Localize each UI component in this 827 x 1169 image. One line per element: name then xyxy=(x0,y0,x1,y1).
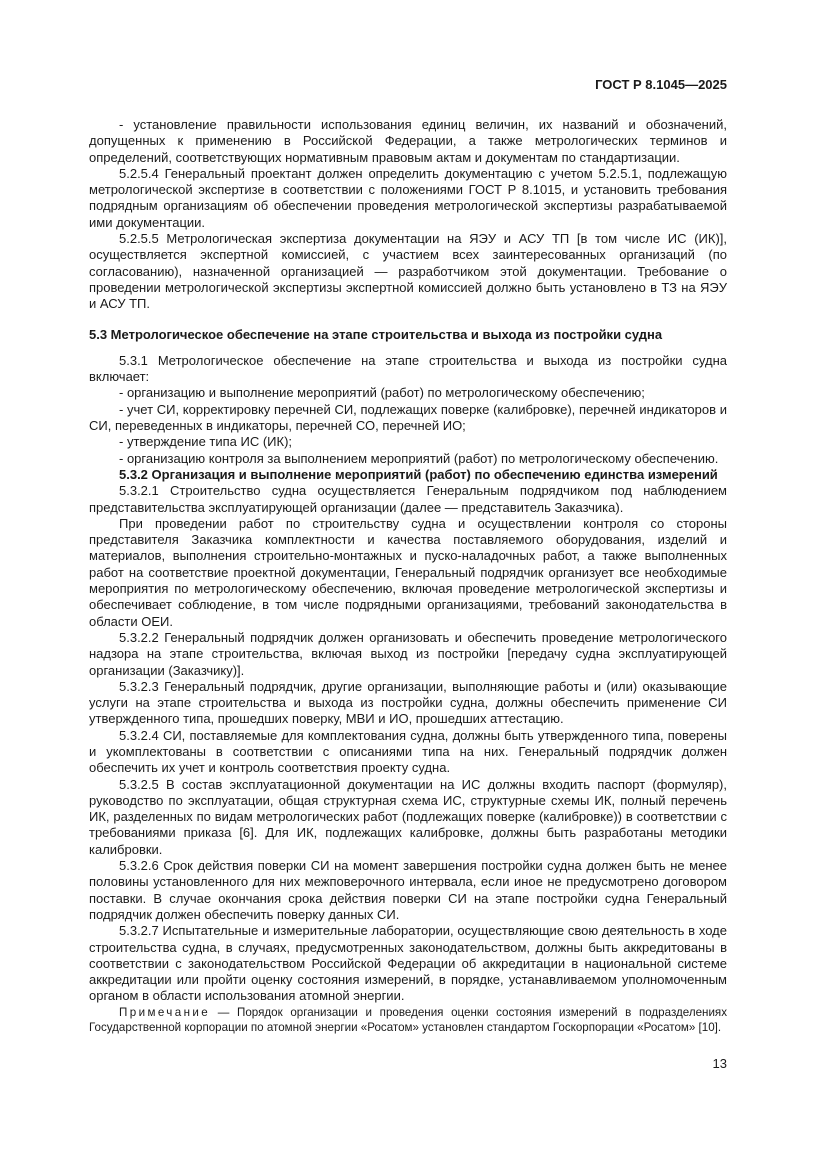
paragraph: 5.3.2.5 В состав эксплуатационной документации на ИС должны входить паспорт (формуляр), руководство по эксплуатации, общая структурная схема ИС, структурные схемы ИК, полный перечень ИК, разделенных по видам метрологических работ (подлежащих поверке (калибровке)) в соответствии с требованиями приказа [6]. Для ИК, подлежащих калибровке, должны быть разработаны методики калибровки. xyxy=(89,776,727,857)
paragraph: - установление правильности использования единиц величин, их названий и обозначений, допущенных к применению в Российской Федерации, а также метрологических терминов и определений, соответствующих нормативным правовым актам и документам по стандартизации. xyxy=(89,117,727,165)
list-item: - организацию контроля за выполнением мероприятий (работ) по метрологическому обеспечению. xyxy=(119,450,719,466)
paragraph: 5.3.2.3 Генеральный подрядчик, другие организации, выполняющие работы и (или) оказывающие услуги на этапе строительства и выхода из постройки судна, должны обеспечить применение СИ утвержденного типа, прошедших поверку, МВИ и ИО, прошедших аттестацию. xyxy=(89,678,727,727)
paragraph: 5.3.1 Метрологическое обеспечение на этапе строительства и выхода из постройки судна включает: xyxy=(89,352,727,385)
paragraph: 5.3.2.1 Строительство судна осуществляется Генеральным подрядчиком под наблюдением представительства эксплуатирующей организации (далее — представитель Заказчика). xyxy=(89,483,727,515)
list-item: - учет СИ, корректировку перечней СИ, подлежащих поверке (калибровке), перечней индикаторов и СИ, переведенных в индикаторы, перечней СО, перечней ИО; xyxy=(89,401,727,434)
paragraph: 5.3.2.6 Срок действия поверки СИ на момент завершения постройки судна должен быть не менее половины установленного для них межповерочного интервала, если иное не предусмотрено договором поставки. В случае окончания срока действия поверки СИ на этапе постройки судна Генеральный подрядчик должен обеспечить поверку данных СИ. xyxy=(89,858,727,922)
list-item: - организацию и выполнение мероприятий (работ) по метрологическому обеспечению; xyxy=(119,385,645,401)
document-header: ГОСТ Р 8.1045—2025 xyxy=(595,77,727,92)
paragraph: 5.2.5.4 Генеральный проектант должен определить документацию с учетом 5.2.5.1, подлежащую метрологической экспертизе в соответствии с положениями ГОСТ Р 8.1015, и установить требования подрядным организациям об обеспечении проведения метрологической экспертизы разрабатываемой ими документации. xyxy=(89,165,727,230)
list-item: - утверждение типа ИС (ИК); xyxy=(119,434,293,450)
paragraph: 5.3.2.2 Генеральный подрядчик должен организовать и обеспечить проведение метрологического надзора на этапе строительства, включая выход из постройки [передачу судна эксплуатирующей организации (Заказчику)]. xyxy=(89,629,727,678)
note-text: — Порядок организации и проведения оценки состояния измерений в подразделениях Государственной корпорации по атомной энергии «Росатом» установлен стандартом Госкорпорации «Росатом» [10]. xyxy=(89,1005,727,1035)
document-body xyxy=(89,117,727,1036)
note xyxy=(89,1005,727,1036)
paragraph: 5.3.2.7 Испытательные и измерительные лаборатории, осуществляющие свою деятельность в ходе строительства судна, в случаях, предусмотренных законодательством, должны быть аккредитованы в соответствии с законодательством Российской Федерации об аккредитации в национальной системе аккредитации или пройти оценку состояния измерений, в порядке, устанавливаемом уполномоченным органом в области использования атомной энергии. xyxy=(89,923,727,1004)
page-number: 13 xyxy=(712,1056,727,1071)
paragraph: При проведении работ по строительству судна и осуществлении контроля со стороны представителя Заказчика комплектности и качества поставляемого оборудования, изделий и материалов, выполнения строительно-монтажных и пуско-наладочных работ, а также выполненных работ на соответствие проектной документации, Генеральный подрядчик организует все необходимые мероприятия по метрологическому обеспечению, включая проведение метрологической экспертизы и обеспечивает соблюдение, в том числе подрядными организациями, требований законодательства в области ОЕИ. xyxy=(89,515,727,629)
section-heading: 5.3 Метрологическое обеспечение на этапе строительства и выхода из постройки судна xyxy=(89,326,663,342)
paragraph: 5.2.5.5 Метрологическая экспертиза документации на ЯЭУ и АСУ ТП [в том числе ИС (ИК)], осуществляется экспертной комиссией, с участием всех заинтересованных организаций (по согласованию), назначенной организацией — разработчиком этой документации. Требование о проведении метрологической экспертизы экспертной комиссией должно быть установлено в ТЗ на ЯЭУ и АСУ ТП. xyxy=(89,231,727,312)
note-label: Примечание xyxy=(119,1005,211,1019)
subsection-heading: 5.3.2 Организация и выполнение мероприятий (работ) по обеспечению единства измерений xyxy=(119,466,718,482)
paragraph: 5.3.2.4 СИ, поставляемые для комплектования судна, должны быть утвержденного типа, поверены и укомплектованы в соответствии с описаниями типа на них. Генеральный подрядчик должен обеспечить их учет и контроль соответствия проекту судна. xyxy=(89,727,727,776)
